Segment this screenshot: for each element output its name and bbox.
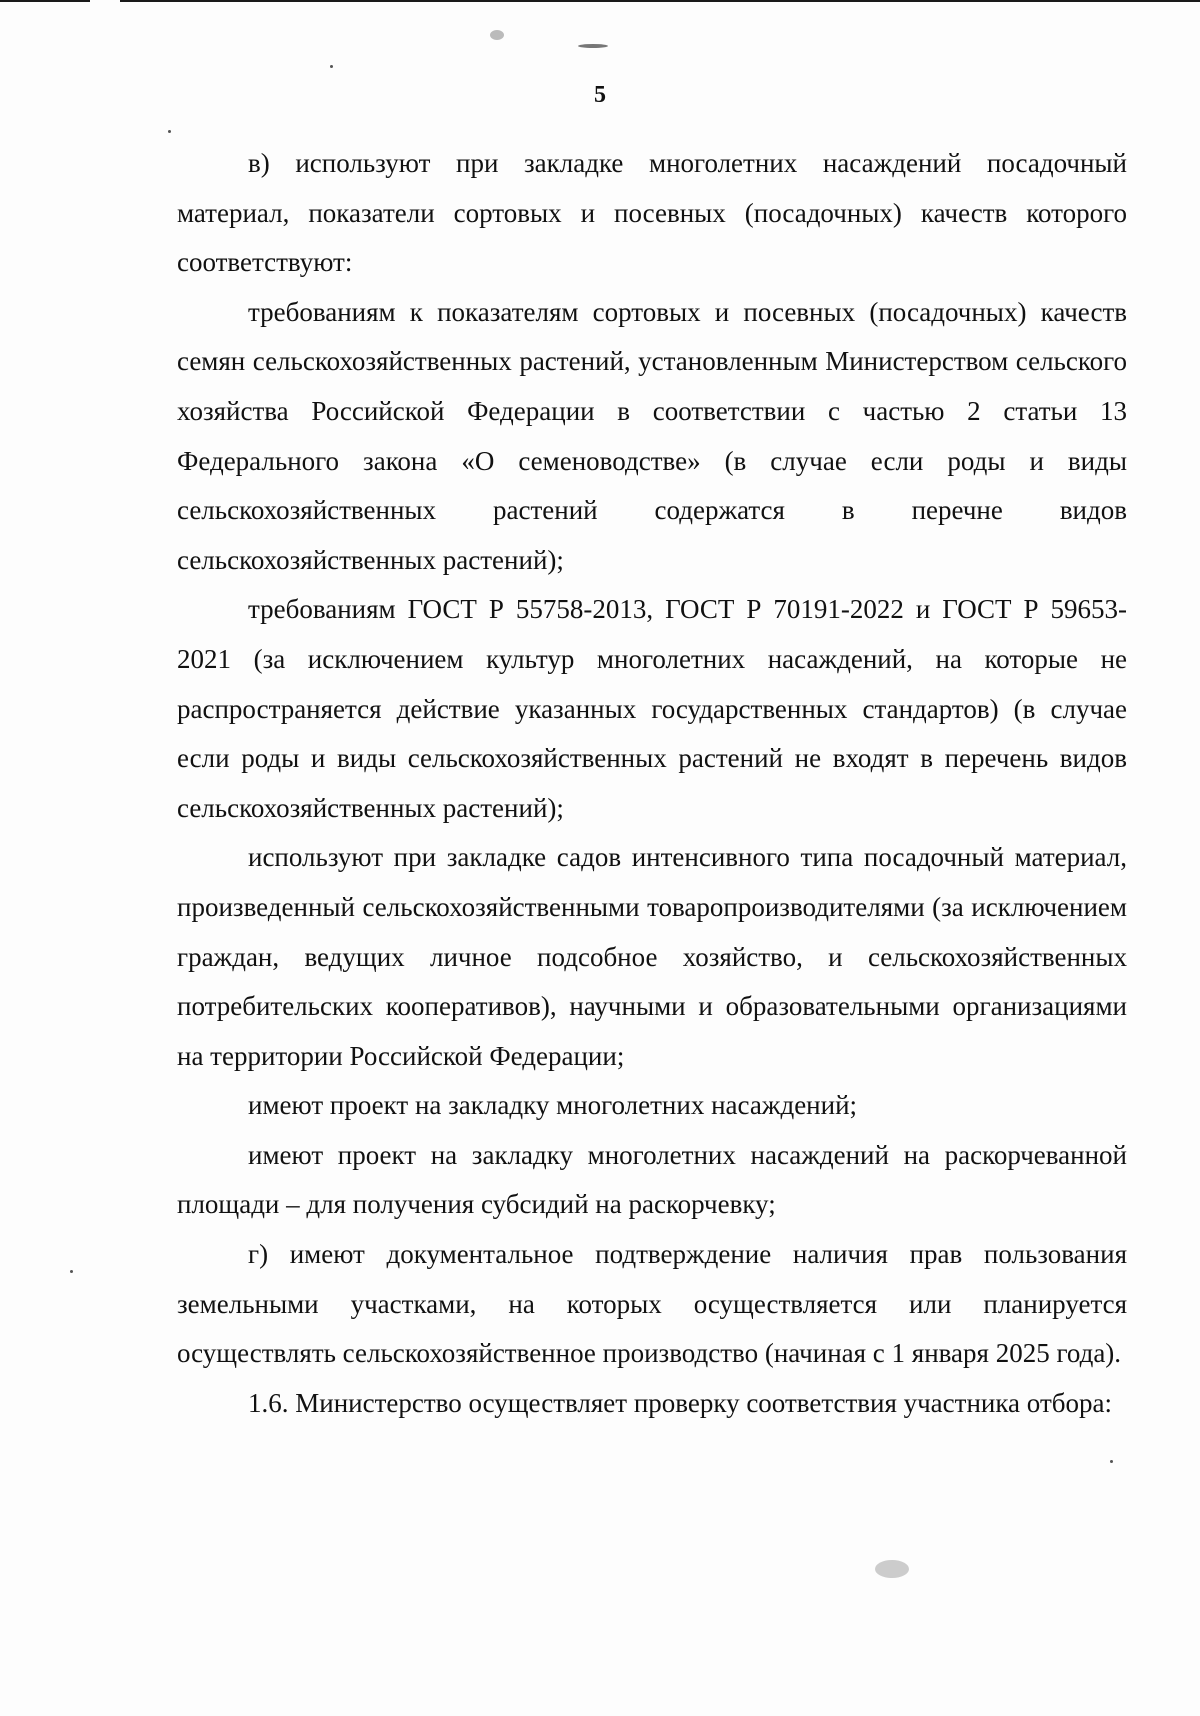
scan-speck	[330, 65, 333, 68]
scan-speck	[875, 1560, 909, 1578]
paragraph-gost-requirements: требованиям ГОСТ Р 55758-2013, ГОСТ Р 70191-2022 и ГОСТ Р 59653-2021 (за исключением культур многолетних насаждений, на которые не распространяется действие указанных государственных стандартов) (в случае если роды и виды сельскохозяйственных растений не входят в перечень видов сельскохозяйственных растений);	[177, 594, 1127, 823]
paragraph-seed-quality-requirements: требованиям к показателям сортовых и посевных (посадочных) качеств семян сельскохозяйственных растений, установленным Министерством сельского хозяйства Российской Федерации в соответствии с частью 2 статьи 13 Федерального закона «О семеноводстве» (в случае если роды и виды сельскохозяйственных растений содержатся в перечне видов сельскохозяйственных растений);	[177, 296, 1127, 575]
paragraph-planting-project: имеют проект на закладку многолетних насаждений;	[248, 1090, 858, 1121]
scan-speck	[490, 30, 504, 40]
scan-border-gap	[90, 0, 120, 2]
scan-speck	[168, 130, 171, 133]
page-number: 5	[594, 82, 606, 108]
paragraph-uprooting-project: имеют проект на закладку многолетних насаждений на раскорчеванной площади – для получения субсидий на раскорчевку;	[177, 1139, 1127, 1220]
scan-speck	[578, 44, 608, 48]
paragraph-g-land-rights: г) имеют документальное подтверждение наличия прав пользования земельными участками, на которых осуществляется или планируется осуществлять сельскохозяйственное производство (начиная с 1 января 2025 года).	[177, 1239, 1127, 1369]
scan-speck	[70, 1270, 73, 1273]
paragraph-v-planting-material: в) используют при закладке многолетних насаждений посадочный материал, показатели сортовых и посевных (посадочных) качеств которого соответствуют:	[177, 148, 1127, 278]
scan-border	[0, 0, 1200, 2]
paragraph-intensive-gardens: используют при закладке садов интенсивного типа посадочный материал, произведенный сельскохозяйственными товаропроизводителями (за исключением граждан, ведущих личное подсобное хозяйство, и сельскохозяйственных потребительских кооперативов), научными и образовательными организациями на территории Российской Федерации;	[177, 842, 1127, 1071]
scan-speck	[1110, 1460, 1113, 1463]
document-body	[177, 139, 1127, 1428]
paragraph-1-6-ministry-check: 1.6. Министерство осуществляет проверку соответствия участника отбора:	[248, 1387, 1112, 1418]
